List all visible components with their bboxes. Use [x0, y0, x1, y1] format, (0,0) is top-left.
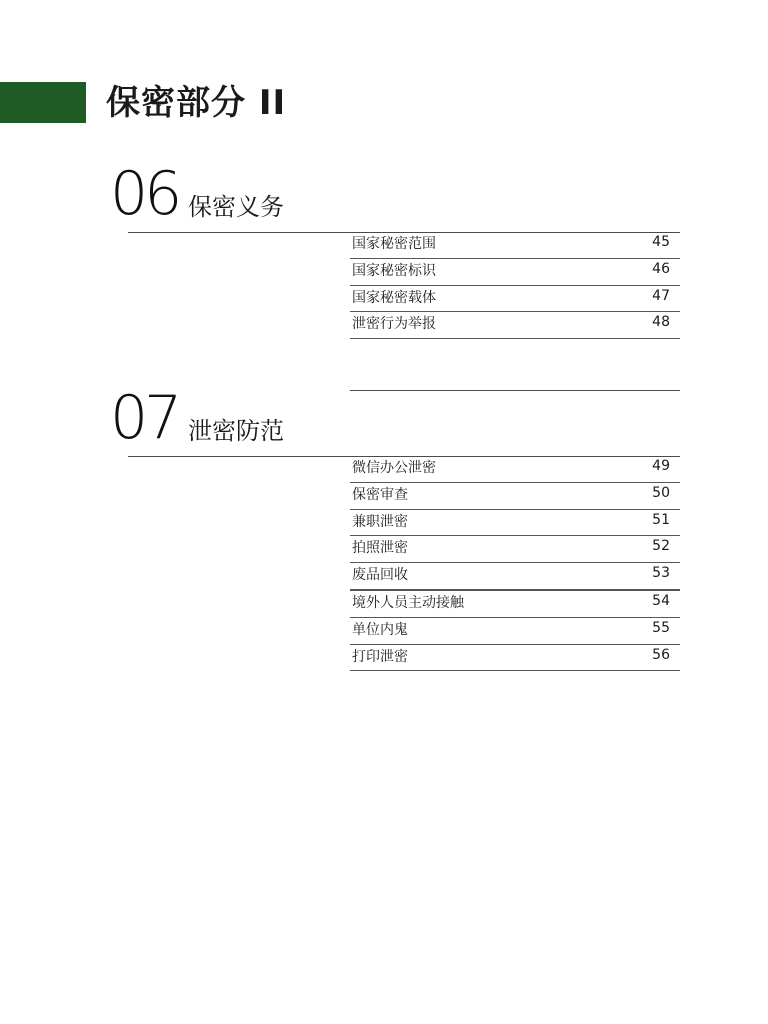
section-number: 07: [110, 383, 179, 453]
toc-item-label: 打印泄密: [352, 648, 408, 665]
toc-list-06: [350, 232, 680, 339]
toc-item[interactable]: [350, 591, 680, 618]
toc-item-label: 单位内鬼: [352, 621, 408, 638]
toc-item-page: 45: [652, 234, 670, 250]
section-header: [110, 383, 680, 453]
toc-item-page: 55: [652, 619, 670, 636]
section-number: 06: [110, 159, 179, 229]
toc-item-page: 51: [652, 511, 670, 528]
toc-item[interactable]: [350, 483, 680, 510]
toc-item-page: 46: [652, 260, 670, 277]
toc-item-page: 47: [652, 287, 670, 304]
toc-item-label: 兼职泄密: [352, 513, 408, 530]
toc-item-label: 微信办公泄密: [352, 460, 436, 476]
toc-item-label: 境外人员主动接触: [352, 594, 464, 611]
toc-item[interactable]: [350, 536, 680, 563]
toc-item-label: 泄密行为举报: [352, 316, 436, 333]
part-color-bar: [0, 82, 86, 123]
toc-item[interactable]: [350, 618, 680, 645]
section-title: 泄密防范: [188, 417, 284, 445]
toc-item-page: 48: [652, 314, 670, 331]
toc-item-label: 国家秘密范围: [352, 236, 436, 252]
section-title: 保密义务: [188, 193, 284, 221]
toc-item[interactable]: [350, 312, 680, 339]
toc-item[interactable]: [350, 259, 680, 286]
toc-item-page: 52: [652, 538, 670, 555]
toc-item-page: 50: [652, 484, 670, 501]
toc-item-label: 废品回收: [352, 567, 408, 584]
toc-item[interactable]: [350, 456, 680, 483]
toc-item[interactable]: [350, 232, 680, 259]
toc-item-page: 53: [652, 565, 670, 582]
section-header: [110, 159, 680, 229]
toc-item[interactable]: [350, 510, 680, 537]
toc-item[interactable]: [350, 645, 680, 672]
section-06: [110, 159, 680, 229]
toc-item[interactable]: [350, 563, 680, 591]
section-07: [110, 383, 680, 453]
toc-item-page: 49: [652, 458, 670, 474]
toc-list-07: [350, 456, 680, 671]
toc-item[interactable]: [350, 286, 680, 313]
toc-item-label: 国家秘密标识: [352, 262, 436, 279]
toc-item-label: 国家秘密载体: [352, 289, 436, 306]
toc-item-label: 保密审查: [352, 486, 408, 503]
toc-item-label: 拍照泄密: [352, 540, 408, 557]
part-title: 保密部分 II: [106, 83, 287, 123]
toc-item-page: 56: [652, 646, 670, 663]
toc-item-page: 54: [652, 592, 670, 609]
